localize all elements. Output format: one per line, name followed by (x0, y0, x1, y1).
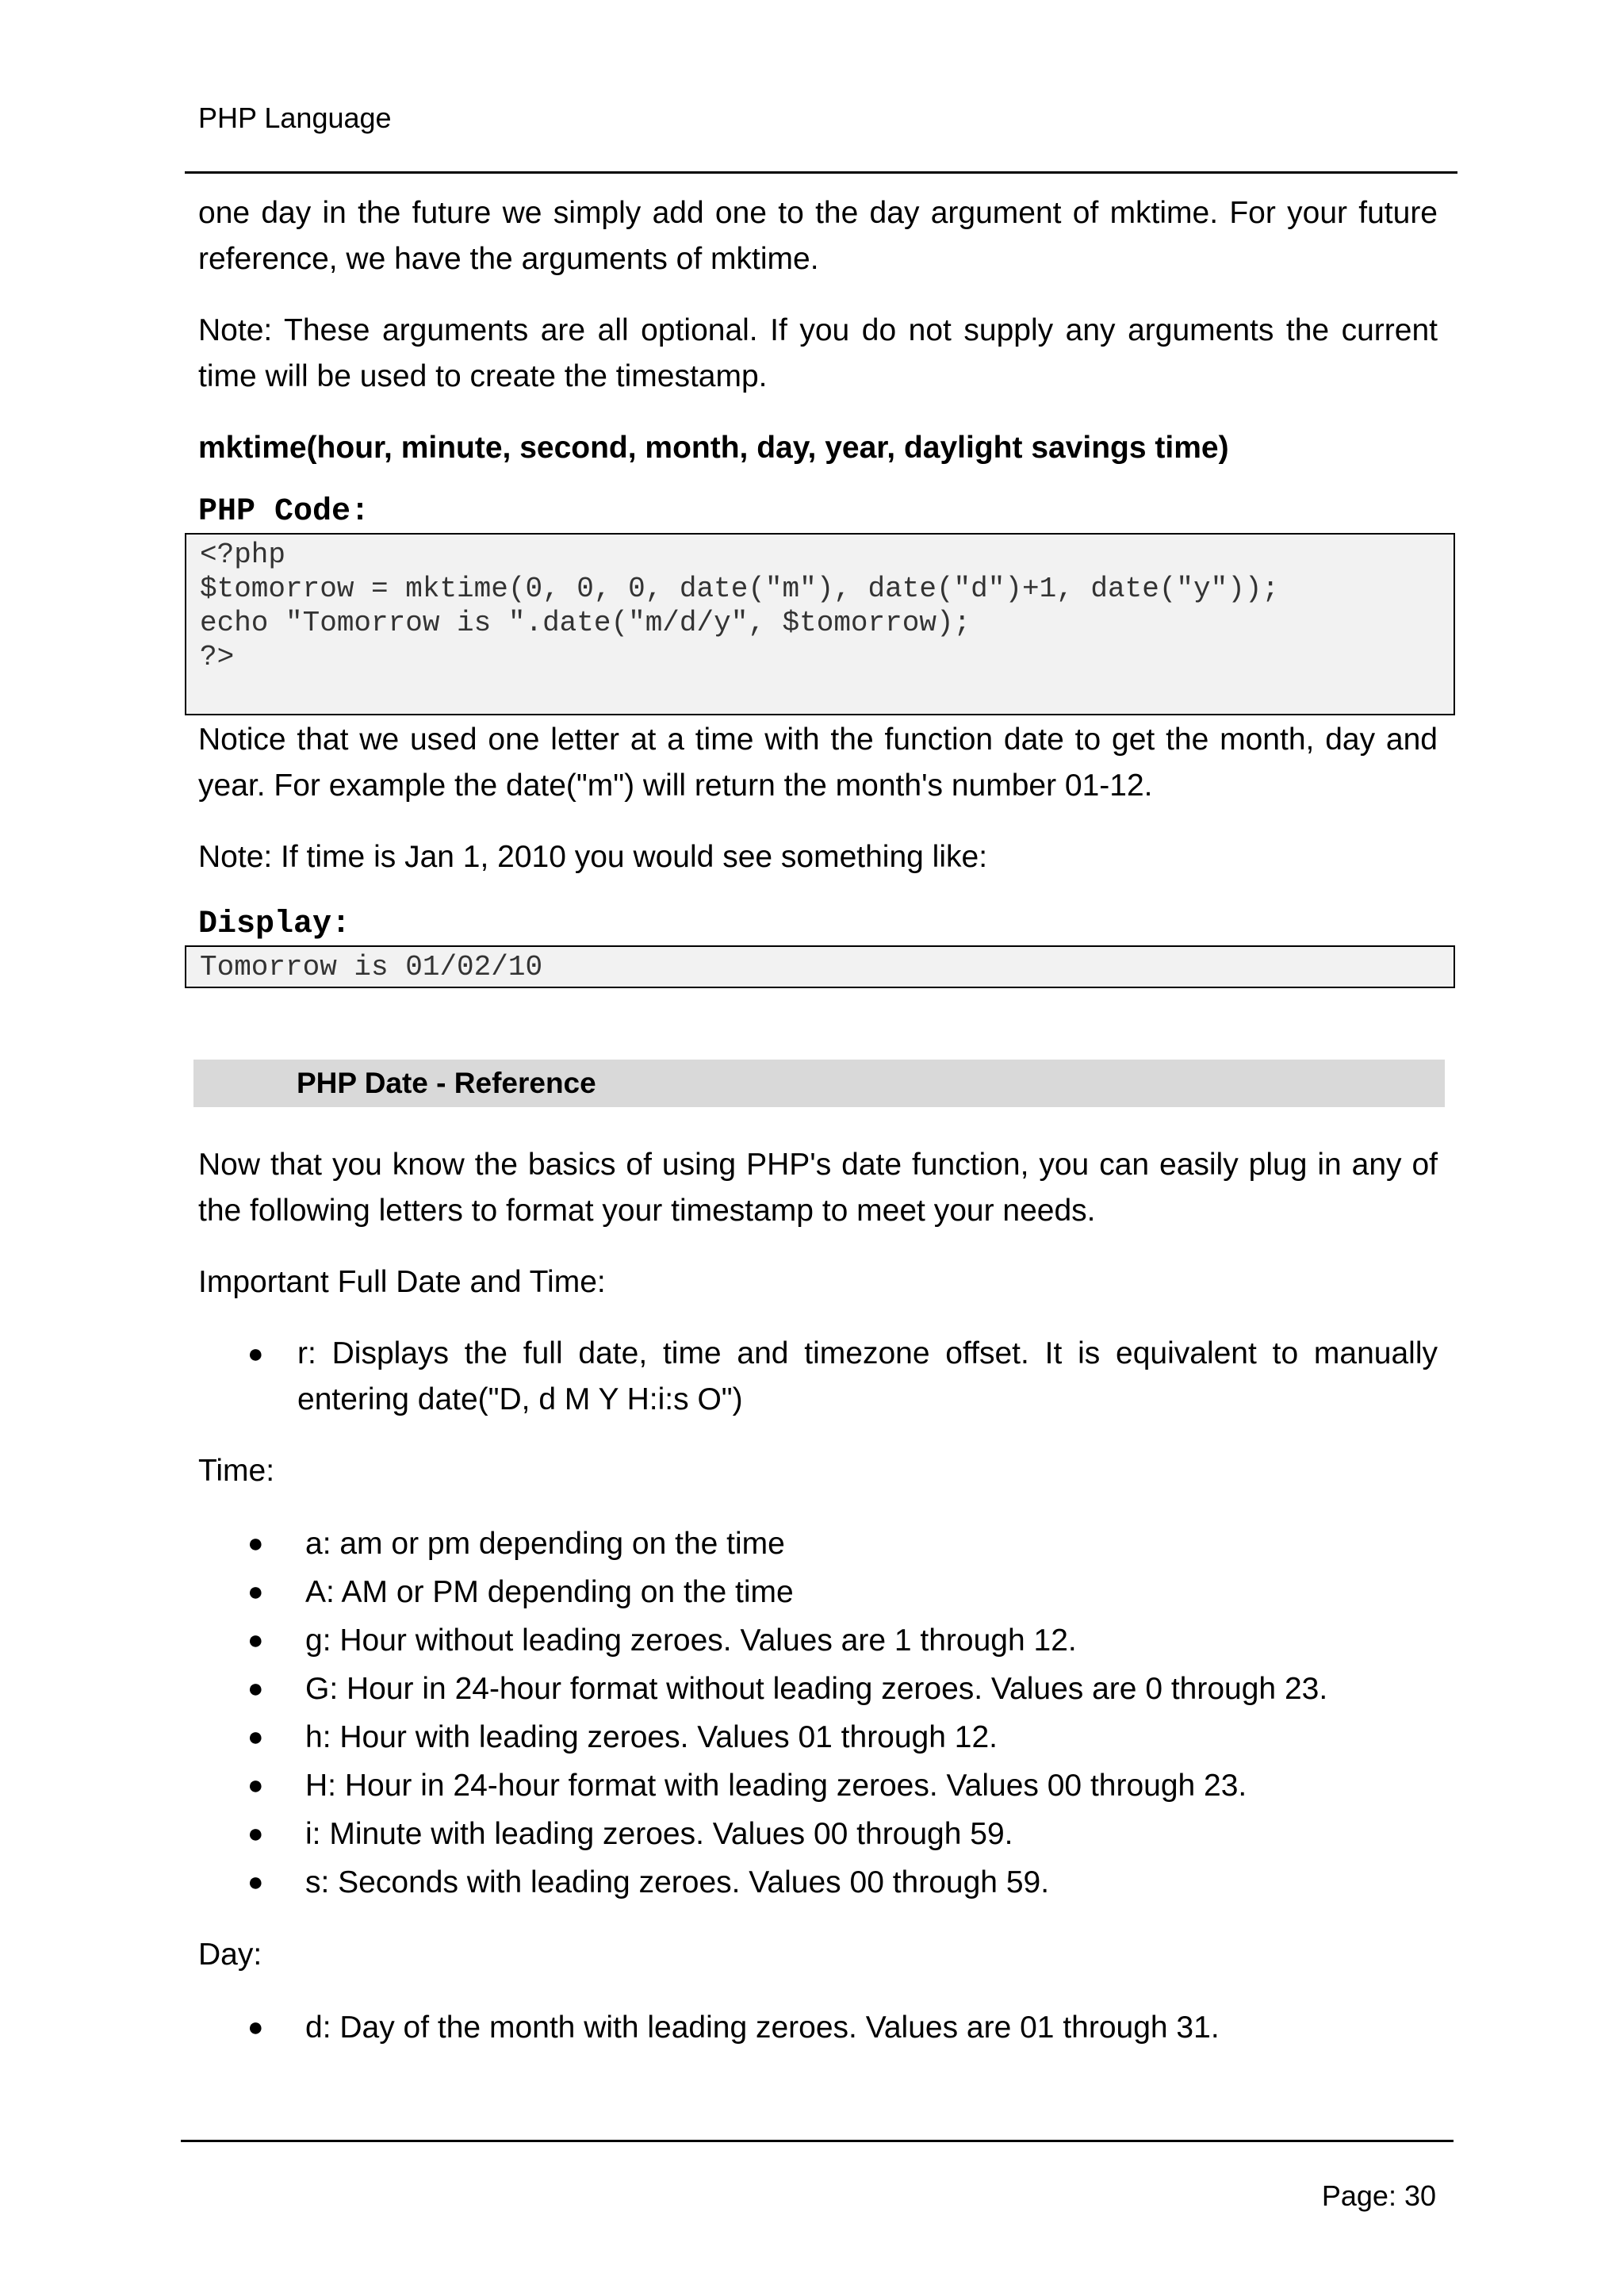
paragraph-mktime-intro: one day in the future we simply add one to the day argument of mktime. For your future reference, we have the arguments of mktime. (198, 196, 1438, 276)
list-item: ● s: Seconds with leading zeroes. Values 00 through 59. (198, 1858, 1438, 1907)
code-line: echo "Tomorrow is ".date("m/d/y", $tomorrow); (200, 607, 971, 639)
section-heading: PHP Date - Reference (193, 1060, 1445, 1107)
bullet-icon: ● (247, 2012, 264, 2042)
list-item: ● d: Day of the month with leading zeroes. Values are 01 through 31. (198, 2003, 1438, 2052)
list-item: ● G: Hour in 24-hour format without leading zeroes. Values are 0 through 23. (198, 1665, 1438, 1713)
code-label: PHP Code: (198, 494, 370, 530)
list-item: ● H: Hour in 24-hour format with leading zeroes. Values 00 through 23. (198, 1761, 1438, 1810)
bullet-icon: ● (247, 1722, 264, 1752)
list-item: ● a: am or pm depending on the time (198, 1520, 1438, 1568)
display-label: Display: (198, 907, 351, 942)
list-item: ● A: AM or PM depending on the time (198, 1568, 1438, 1616)
page-content (198, 190, 1438, 2077)
bullet-icon: ● (247, 1867, 264, 1897)
list-item: ● i: Minute with leading zeroes. Values 00 through 59. (198, 1810, 1438, 1858)
label-time: Time: (198, 1454, 275, 1488)
bullet-icon: ● (247, 1673, 264, 1704)
label-day: Day: (198, 1938, 262, 1972)
paragraph-reference-intro: Now that you know the basics of using PHP's date function, you can easily plug in any of the following letters to format your timestamp to meet your needs. (198, 1148, 1438, 1228)
header-rule (185, 171, 1457, 174)
code-line: ?> (200, 641, 235, 673)
mktime-signature: mktime(hour, minute, second, month, day, year, daylight savings time) (198, 431, 1229, 465)
page-number: Page: 30 (1321, 2179, 1436, 2212)
list-item: ● h: Hour with leading zeroes. Values 01 through 12. (198, 1713, 1438, 1761)
list-item: ● r: Displays the full date, time and timezone offset. It is equivalent to manually entering date("D, d M Y H:i:s O") (198, 1331, 1438, 1423)
bullet-icon: ● (247, 1339, 264, 1369)
paragraph-date-letters: Notice that we used one letter at a time with the function date to get the month, day and year. For example the date("m") will return the month's number 01-12. (198, 723, 1438, 803)
bullet-icon: ● (247, 1819, 264, 1849)
bullet-icon: ● (247, 1577, 264, 1607)
full-date-list (198, 1331, 1438, 1423)
code-line: <?php (200, 539, 286, 571)
list-item: ● g: Hour without leading zeroes. Values are 1 through 12. (198, 1616, 1438, 1665)
bullet-icon: ● (247, 1528, 264, 1558)
bullet-icon: ● (247, 1770, 264, 1800)
paragraph-example-note: Note: If time is Jan 1, 2010 you would see something like: (198, 840, 988, 874)
bullet-icon: ● (247, 1625, 264, 1655)
day-format-list (198, 2003, 1438, 2052)
code-line: $tomorrow = mktime(0, 0, 0, date("m"), date("d")+1, date("y")); (200, 573, 1280, 605)
display-output: Tomorrow is 01/02/10 (200, 951, 543, 983)
time-format-list (198, 1520, 1438, 1907)
footer-rule (181, 2140, 1454, 2142)
paragraph-optional-note: Note: These arguments are all optional. If you do not supply any arguments the current time will be used to create the timestamp. (198, 313, 1438, 393)
running-header: PHP Language (198, 102, 392, 134)
code-block (185, 533, 1455, 715)
display-output-block (185, 945, 1455, 988)
label-full-date-time: Important Full Date and Time: (198, 1265, 606, 1299)
